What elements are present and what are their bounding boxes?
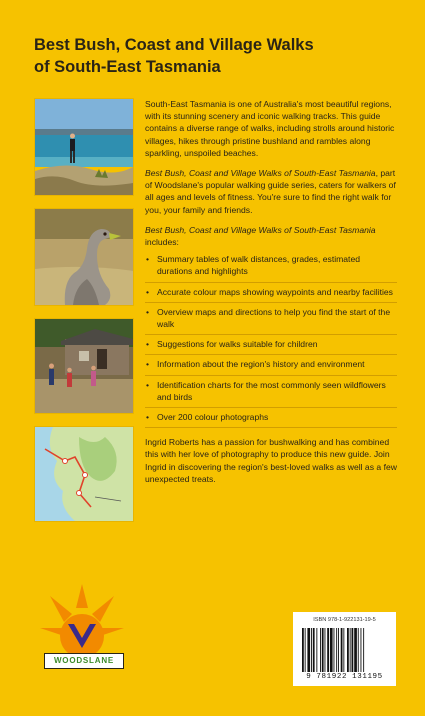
coast-photo	[34, 98, 134, 196]
book-title	[34, 34, 404, 78]
list-item: • Over 200 colour photographs	[145, 408, 397, 428]
isbn-label: ISBN 978-1-922131-19-5	[313, 617, 376, 623]
title-line-1: Best Bush, Coast and Village Walks	[34, 36, 314, 54]
back-cover-text	[145, 98, 397, 493]
series-paragraph	[145, 167, 397, 216]
isbn-barcode-block	[293, 612, 396, 686]
includes-text: includes:	[145, 237, 179, 248]
list-item: • Information about the region's history and environment	[145, 355, 397, 375]
includes-title-italic: Best Bush, Coast and Village Walks of South-East Tasmania	[145, 224, 376, 235]
barcode-number: 9 781922 131195	[306, 673, 383, 681]
list-item: • Suggestions for walks suitable for children	[145, 335, 397, 355]
barcode-image	[300, 628, 389, 672]
intro-paragraph: South-East Tasmania is one of Australia's most beautiful regions, with its stunning scenery and iconic walking tracks. This guide contains a diverse range of walks, including strolls around historic villages, hikes through pristine bushland and rambles along sparkling, unspoiled beaches.	[145, 99, 395, 158]
features-list	[145, 250, 397, 428]
list-item: • Overview maps and directions to help you find the start of the walk	[145, 303, 397, 335]
author-paragraph: Ingrid Roberts has a passion for bushwalking and has combined this with her love of photography to produce this new guide. Join Ingrid in discovering the region's best-loved walks as well as a few unexpected treats.	[145, 437, 397, 484]
village-photo	[34, 318, 134, 414]
list-item: • Summary tables of walk distances, grades, estimated durations and highlights	[145, 250, 397, 282]
goose-photo	[34, 208, 134, 306]
list-item: • Identification charts for the most commonly seen wildflowers and birds	[145, 376, 397, 408]
series-title-italic: Best Bush, Coast and Village Walks of South-East Tasmania	[145, 168, 376, 179]
publisher-name: WOODSLANE	[44, 653, 124, 669]
series-text: , part of Woodslane's popular walking guide series, caters for walkers of all ages and levels of fitness. You're sure to find the right walk for you, your family and friends.	[145, 168, 396, 215]
list-item: • Accurate colour maps showing waypoints and nearby facilities	[145, 283, 397, 303]
includes-paragraph	[145, 224, 397, 248]
title-line-2: of South-East Tasmania	[34, 58, 221, 76]
map-image	[34, 426, 134, 522]
